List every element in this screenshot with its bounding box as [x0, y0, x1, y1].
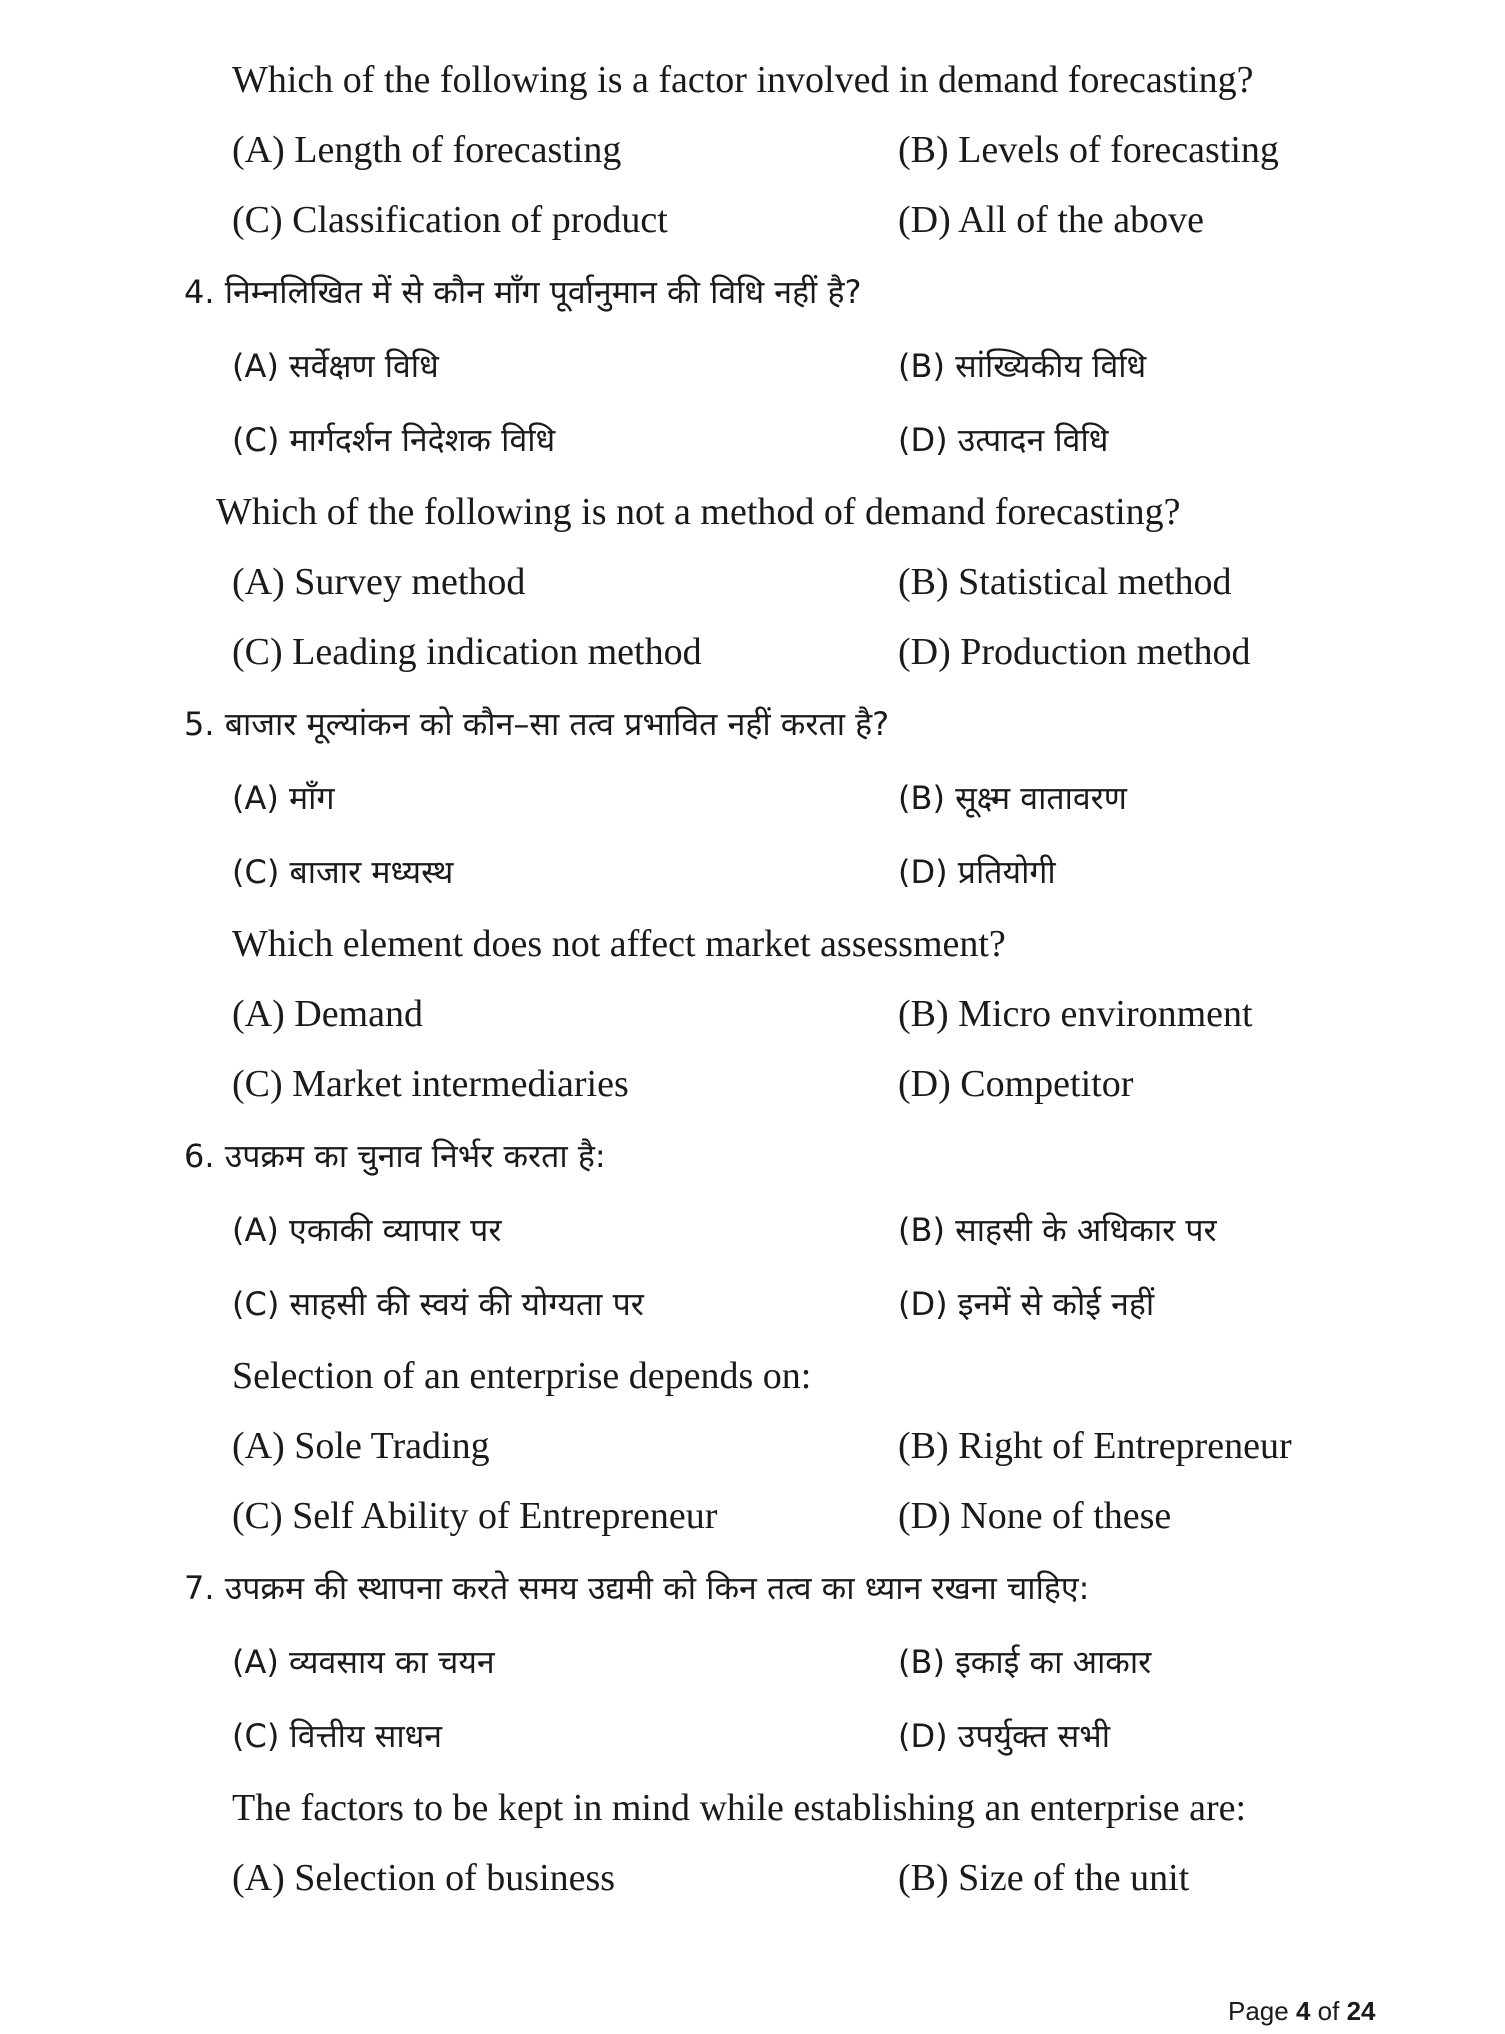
option-right: (D) प्रतियोगी	[898, 853, 1056, 891]
question-text: Which of the following is a factor involved in demand forecasting?	[232, 59, 1254, 101]
question-text: The factors to be kept in mind while establishing an enterprise are:	[232, 1787, 1247, 1829]
option-left: (C) वित्तीय साधन	[232, 1717, 443, 1755]
option-left: (A) व्यवसाय का चयन	[232, 1643, 495, 1681]
question-text: 6. उपक्रम का चुनाव निर्भर करता है:	[184, 1137, 606, 1175]
option-right: (B) सांख्यिकीय विधि	[898, 347, 1147, 385]
page-footer	[1228, 1996, 1375, 2026]
current-page-number: 4	[1295, 1996, 1311, 2026]
option-right: (D) All of the above	[898, 199, 1205, 241]
option-right: (B) Statistical method	[898, 561, 1232, 603]
option-left: (A) Selection of business	[232, 1857, 616, 1899]
question-text: Selection of an enterprise depends on:	[232, 1355, 812, 1397]
question-text: 5. बाजार मूल्यांकन को कौन–सा तत्व प्रभावित नहीं करता है?	[184, 705, 890, 743]
option-right: (B) Micro environment	[898, 993, 1253, 1035]
footer-middle: of	[1310, 1996, 1347, 2026]
option-left: (C) Classification of product	[232, 199, 668, 241]
question-text: 4. निम्नलिखित में से कौन माँग पूर्वानुमान की विधि नहीं है?	[184, 273, 862, 311]
option-left: (C) मार्गदर्शन निदेशक विधि	[232, 421, 556, 459]
option-right: (B) इकाई का आकार	[898, 1643, 1152, 1681]
footer-prefix: Page	[1228, 1996, 1296, 2026]
option-right: (D) इनमें से कोई नहीं	[898, 1285, 1155, 1323]
option-right: (B) Right of Entrepreneur	[898, 1425, 1292, 1467]
option-right: (D) उपर्युक्त सभी	[898, 1717, 1111, 1755]
option-left: (C) Market intermediaries	[232, 1063, 629, 1105]
option-right: (B) Levels of forecasting	[898, 129, 1279, 171]
option-left: (A) सर्वेक्षण विधि	[232, 347, 439, 385]
option-left: (A) माँग	[232, 779, 335, 817]
option-right: (D) Competitor	[898, 1063, 1134, 1105]
option-right: (B) सूक्ष्म वातावरण	[898, 779, 1127, 817]
option-right: (D) None of these	[898, 1495, 1172, 1537]
option-left: (A) Survey method	[232, 561, 526, 603]
option-right: (D) Production method	[898, 631, 1251, 673]
question-text: Which element does not affect market assessment?	[232, 923, 1006, 965]
option-left: (C) Leading indication method	[232, 631, 702, 673]
option-left: (A) एकाकी व्यापार पर	[232, 1211, 502, 1249]
option-right: (B) साहसी के अधिकार पर	[898, 1211, 1217, 1249]
option-right: (D) उत्पादन विधि	[898, 421, 1109, 459]
option-left: (C) Self Ability of Entrepreneur	[232, 1495, 718, 1537]
option-left: (C) साहसी की स्वयं की योग्यता पर	[232, 1285, 644, 1323]
option-right: (B) Size of the unit	[898, 1857, 1190, 1899]
question-text: Which of the following is not a method of demand forecasting?	[216, 491, 1181, 533]
total-page-count: 24	[1346, 1996, 1376, 2026]
option-left: (C) बाजार मध्यस्थ	[232, 853, 454, 891]
question-text: 7. उपक्रम की स्थापना करते समय उद्यमी को किन तत्व का ध्यान रखना चाहिए:	[184, 1569, 1090, 1607]
option-left: (A) Demand	[232, 993, 423, 1035]
option-left: (A) Sole Trading	[232, 1425, 490, 1467]
option-left: (A) Length of forecasting	[232, 129, 622, 171]
